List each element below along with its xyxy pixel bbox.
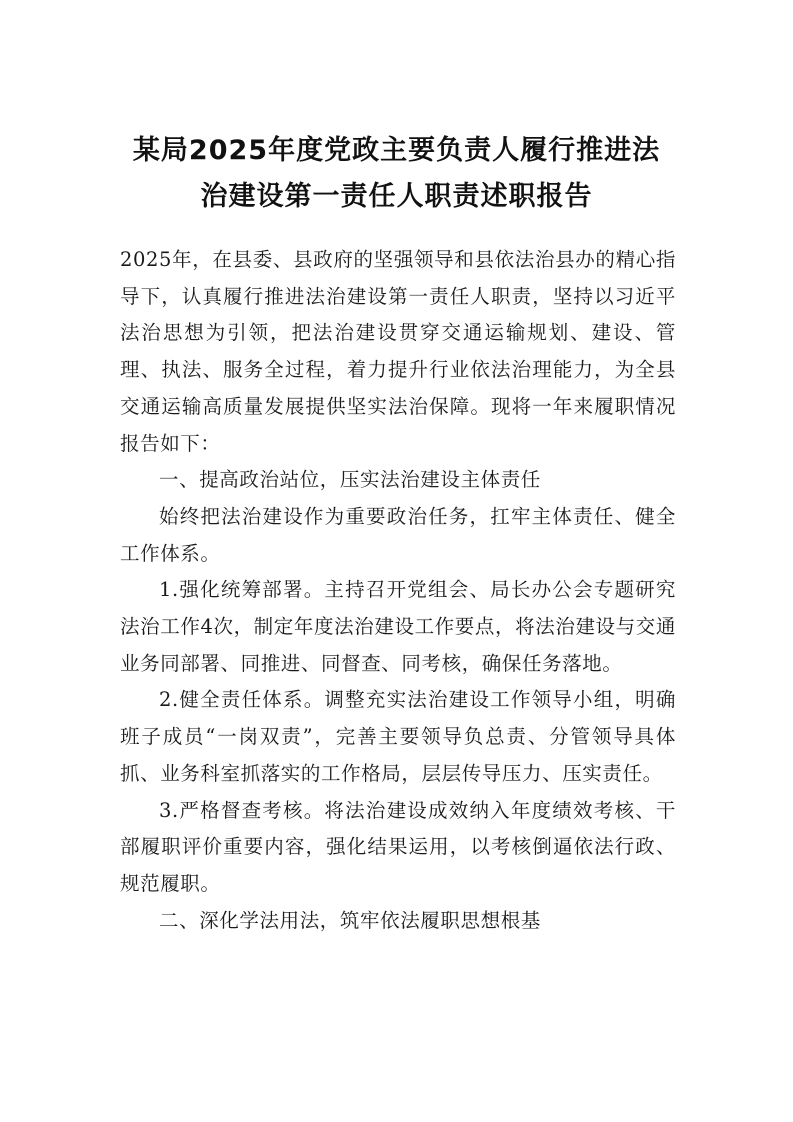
body-paragraph: 3.严格督查考核。将法治建设成效纳入年度绩效考核、干部履职评价重要内容，强化结果运用，以考核倒逼依法行政、规范履职。 (120, 798, 676, 895)
document-title-line-1: 某局2025年度党政主要负责人履行推进法 (132, 135, 661, 166)
section-heading-1: 一、提高政治站位，压实法治建设主体责任 (159, 468, 541, 492)
body-paragraph: 始终把法治建设作为重要政治任务，扛牢主体责任、健全工作体系。 (120, 504, 676, 565)
document-title-line-2: 治建设第一责任人职责述职报告 (200, 181, 593, 212)
body-paragraph: 2.健全责任体系。调整充实法治建设工作领导小组，明确班子成员“一岗双责”，完善主要领导负总责、分管领导具体抓、业务科室抓落实的工作格局，层层传导压力、压实责任。 (120, 688, 676, 785)
body-paragraph: 1.强化统筹部署。主持召开党组会、局长办公会专题研究法治工作4次，制定年度法治建设工作要点，将法治建设与交通业务同部署、同推进、同督查、同考核，确保任务落地。 (120, 578, 676, 675)
document-body (120, 242, 676, 939)
intro-paragraph: 2025年，在县委、县政府的坚强领导和县依法治县办的精心指导下，认真履行推进法治建设第一责任人职责，坚持以习近平法治思想为引领，把法治建设贯穿交通运输规划、建设、管理、执法、服务全过程，着力提升行业依法治理能力，为全县交通运输高质量发展提供坚实法治保障。现将一年来履职情况报告如下： (120, 248, 676, 455)
section-heading-2: 二、深化学法用法，筑牢依法履职思想根基 (159, 908, 541, 932)
